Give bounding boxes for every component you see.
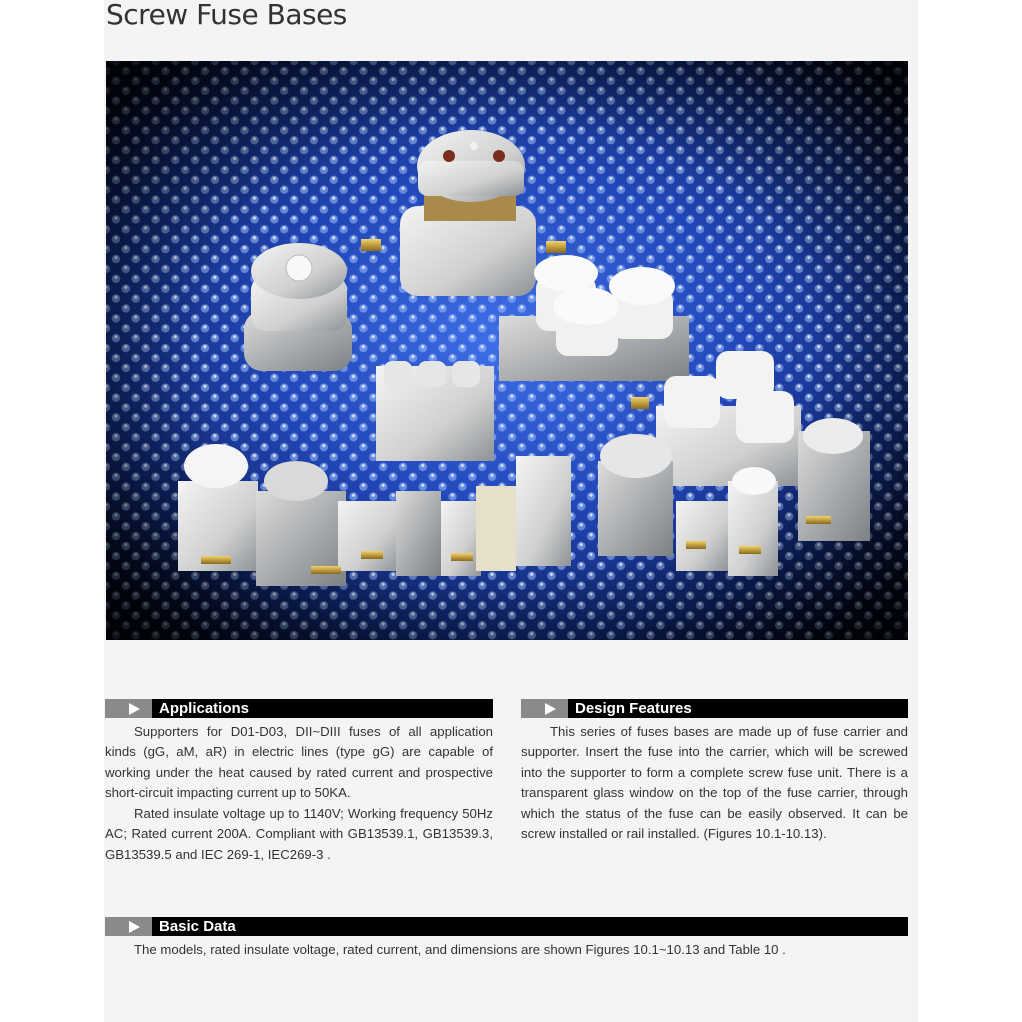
arrow-right-icon [105, 917, 152, 936]
page-content [104, 0, 918, 1022]
applications-header [105, 699, 493, 718]
applications-paragraph-1: Supporters for D01-D03, DII~DIII fuses of all application kinds (gG, aM, aR) in electric lines (type gG) are capable of working under the heat caused by rated current and prospective short-circuit impacting current up to 50KA. [105, 724, 493, 801]
basic-data-paragraph: The models, rated insulate voltage, rated current, and dimensions are shown Figures 10.1~10.13 and Table 10 . [134, 942, 786, 957]
arrow-right-icon [105, 699, 152, 718]
basic-data-header [105, 917, 908, 936]
applications-heading: Applications [159, 700, 250, 717]
design-features-paragraph: This series of fuses bases are made up of fuse carrier and supporter. Insert the fuse into the carrier, which will be screwed into the supporter to form a complete screw fuse unit. There is a transparent glass window on the top of the fuse carrier, through which the status of the fuse can be easily observed. It can be screw installed or rail installed. (Figures 10.1-10.13). [521, 724, 908, 842]
fuse-bases-illustration [106, 61, 908, 640]
product-photo [106, 61, 908, 640]
arrow-right-icon [521, 699, 568, 718]
design-features-header [521, 699, 908, 718]
basic-data-heading: Basic Data [159, 918, 236, 935]
design-features-heading: Design Features [575, 700, 692, 717]
page-title: Screw Fuse Bases [106, 0, 347, 31]
applications-paragraph-2: Rated insulate voltage up to 1140V; Working frequency 50Hz AC; Rated current 200A. Compliant with GB13539.1, GB13539.3, GB13539.5 and IEC 269-1, IEC269-3 . [105, 806, 493, 862]
